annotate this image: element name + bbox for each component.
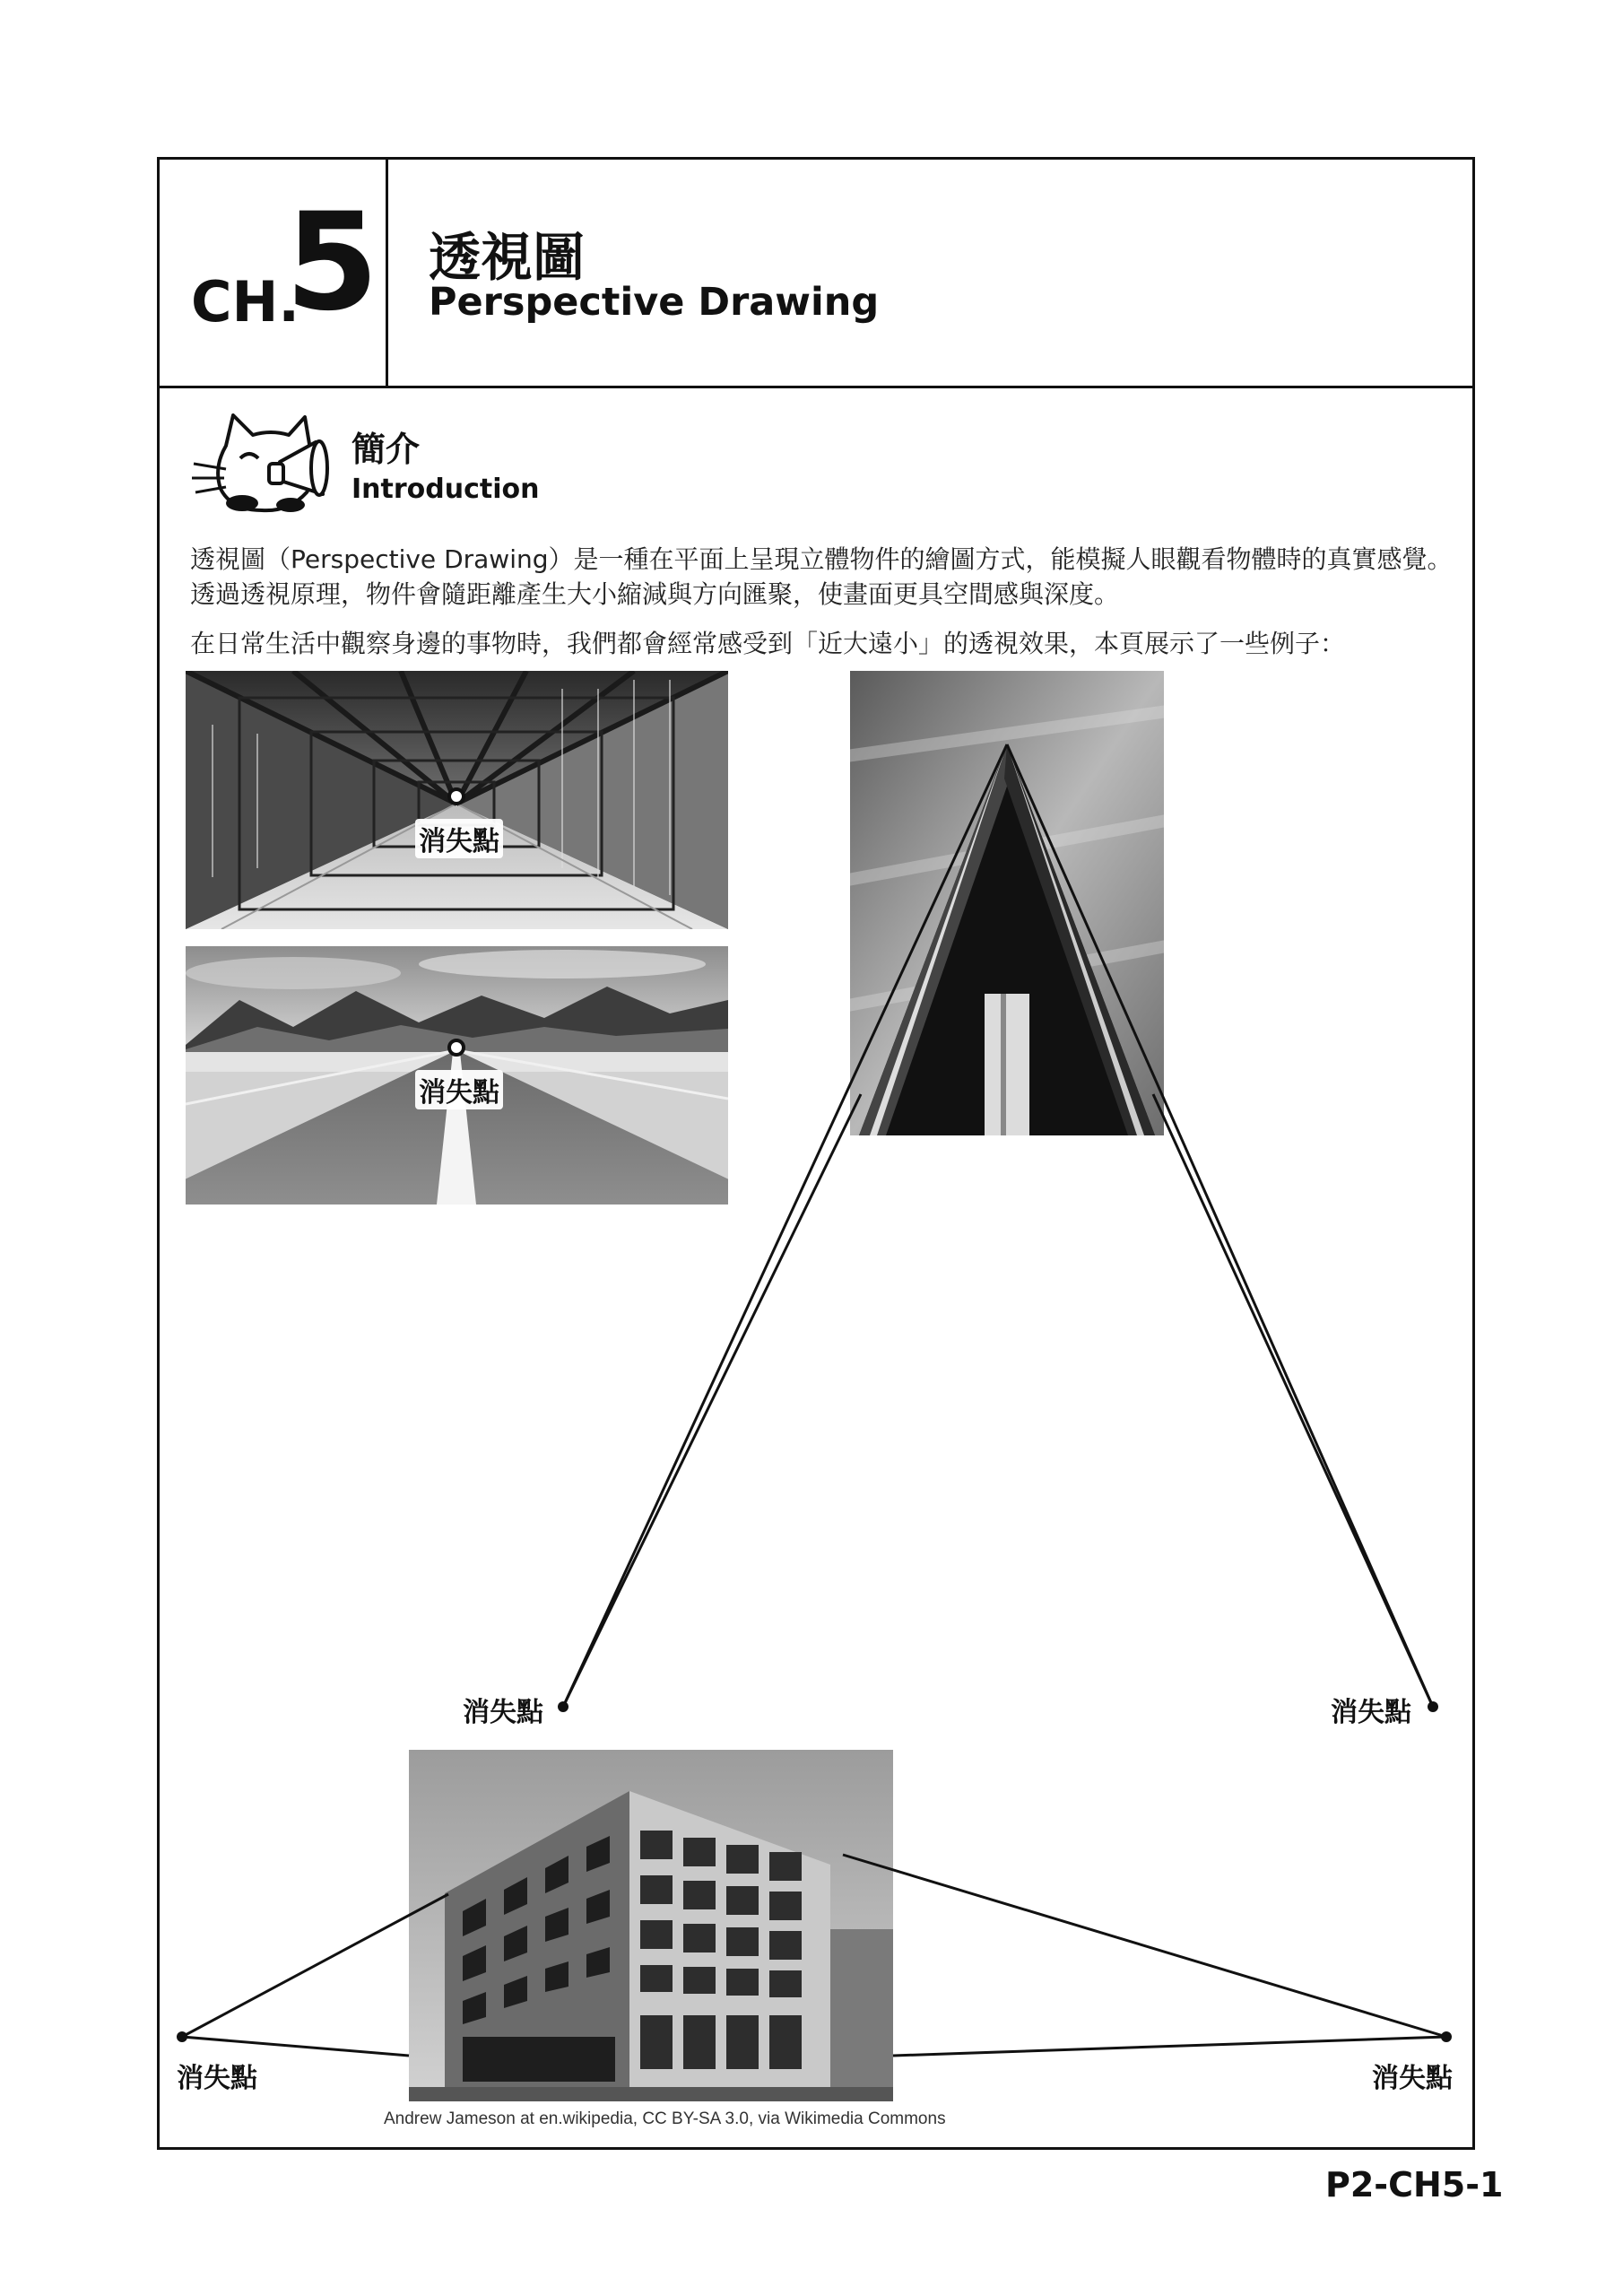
intro-paragraph-1: 透視圖（Perspective Drawing）是一種在平面上呈現立體物件的繪圖方式，能模擬人眼觀看物體時的真實感覺。透過透視原理，物件會隨距離產生大小縮減與方向匯聚，使畫面更具空間感與深度。: [190, 544, 1453, 609]
vanishing-point-label-corridor: 消失點: [415, 819, 503, 858]
chapter-title-en: Perspective Drawing: [429, 280, 880, 325]
vanishing-point-label-left: 消失點: [463, 1697, 543, 1728]
intro-heading-zh: 簡介: [352, 430, 421, 469]
vanishing-point-label-right: 消失點: [1331, 1697, 1411, 1728]
vanishing-point-label-bottom-left: 消失點: [177, 2063, 257, 2094]
vanishing-point-label-road: 消失點: [415, 1070, 503, 1109]
chapter-prefix: CH.: [191, 269, 299, 335]
cat-megaphone-icon: [190, 408, 343, 525]
vanishing-point-label-bottom-right: 消失點: [1372, 2063, 1453, 2094]
intro-paragraph-2: 在日常生活中觀察身邊的事物時，我們都會經常感受到「近大遠小」的透視效果，本頁展示了一些例子：: [190, 629, 1346, 658]
intro-heading-en: Introduction: [352, 474, 540, 505]
photo-corner-building: [409, 1750, 893, 2101]
photo-skyscraper: [850, 671, 1164, 1135]
photo-corridor: [186, 671, 728, 929]
page-number: P2-CH5-1: [1325, 2165, 1504, 2205]
image-credit: Andrew Jameson at en.wikipedia, CC BY-SA 3.0, via Wikimedia Commons: [384, 2109, 946, 2128]
chapter-number: 5: [285, 185, 379, 341]
chapter-title-zh: 透視圖: [429, 227, 586, 288]
